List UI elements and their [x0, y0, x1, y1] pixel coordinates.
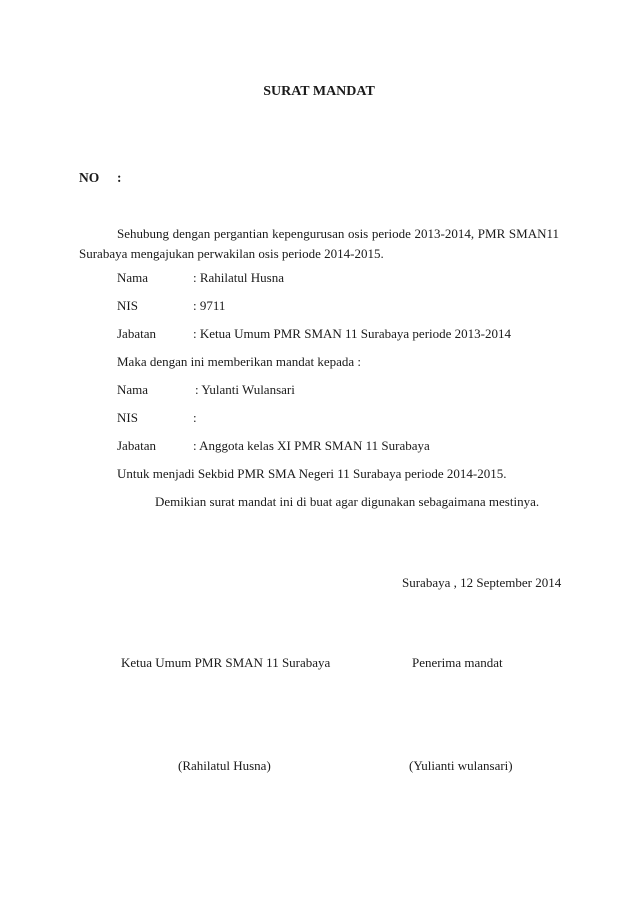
receiver-nis-value: :: [193, 410, 197, 425]
purpose-text: Untuk menjadi Sekbid PMR SMA Negeri 11 Surabaya periode 2014-2015.: [117, 466, 507, 481]
receiver-position-value: : Anggota kelas XI PMR SMAN 11 Surabaya: [193, 438, 430, 453]
right-signature-name: (Yulianti wulansari): [409, 758, 513, 773]
left-signature-name: (Rahilatul Husna): [178, 758, 271, 773]
document-title: SURAT MANDAT: [263, 84, 375, 99]
intro-text: Sehubung dengan pergantian kepengurusan osis periode 2013-2014, PMR SMAN11 Surabaya mengajukan perwakilan osis periode 2014-2015.: [79, 226, 559, 261]
intro-paragraph: [79, 224, 559, 264]
giver-position-label: Jabatan: [117, 326, 156, 341]
giver-position-value: : Ketua Umum PMR SMAN 11 Surabaya periode 2013-2014: [193, 326, 511, 341]
receiver-name-label: Nama: [117, 382, 149, 397]
right-signature-role: Penerima mandat: [412, 655, 503, 670]
left-signature-role: Ketua Umum PMR SMAN 11 Surabaya: [121, 655, 331, 670]
receiver-name-value: : Yulanti Wulansari: [195, 382, 295, 397]
place-date: Surabaya , 12 September 2014: [402, 575, 562, 590]
closing-text: Demikian surat mandat ini di buat agar digunakan sebagaimana mestinya.: [155, 494, 540, 509]
letter-number-label: NO: [79, 170, 100, 185]
transition-text: Maka dengan ini memberikan mandat kepada :: [117, 354, 362, 369]
giver-nis-label: NIS: [117, 298, 138, 313]
giver-nis-value: : 9711: [193, 298, 226, 313]
receiver-nis-label: NIS: [117, 410, 138, 425]
giver-name-label: Nama: [117, 270, 149, 285]
receiver-position-label: Jabatan: [117, 438, 156, 453]
letter-number-colon: :: [117, 170, 122, 185]
giver-name-value: : Rahilatul Husna: [193, 270, 284, 285]
